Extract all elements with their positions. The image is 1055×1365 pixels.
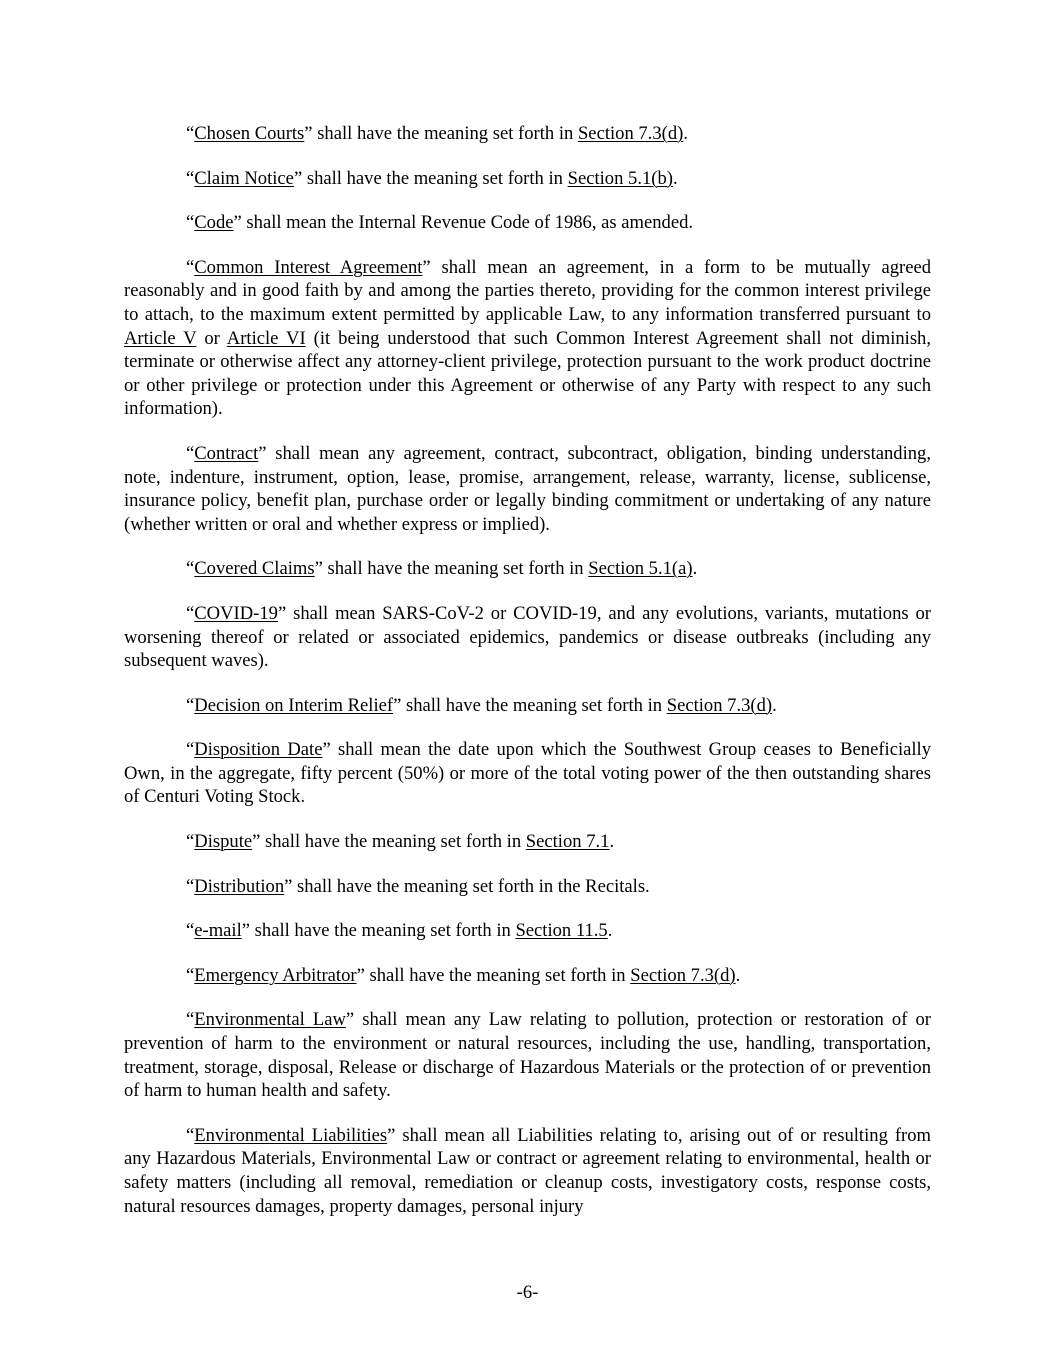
definition-text: .	[607, 920, 613, 942]
definition-paragraph	[124, 964, 931, 988]
document-body	[124, 122, 931, 1239]
defined-term: Covered Claims	[194, 558, 315, 580]
definition-text: “	[186, 831, 195, 853]
definition-paragraph	[124, 919, 931, 943]
definition-text: “	[186, 964, 195, 986]
definition-paragraph	[124, 167, 931, 191]
definition-text: ” shall have the meaning set forth in	[356, 964, 631, 986]
defined-term: Common Interest Agreement	[194, 256, 423, 278]
cross-reference: Article VI	[226, 327, 306, 349]
definition-text: .	[609, 831, 615, 853]
definition-paragraph	[124, 602, 931, 673]
defined-term: Chosen Courts	[194, 123, 305, 144]
definition-text: “	[186, 920, 195, 942]
definition-text: “	[186, 167, 195, 189]
definition-text: ” shall have the meaning set forth in the Recitals.	[284, 875, 650, 897]
definition-text: “	[186, 442, 195, 464]
definition-paragraph	[124, 211, 931, 235]
defined-term: COVID-19	[194, 602, 278, 624]
definition-text: ” shall have the meaning set forth in	[304, 123, 578, 144]
cross-reference: Section 7.3(d)	[666, 694, 773, 716]
definition-paragraph	[124, 442, 931, 536]
definition-text: ” shall have the meaning set forth in	[252, 831, 526, 853]
defined-term: Environmental Law	[194, 1009, 346, 1031]
definition-text: ” shall mean all Liabilities relating to, arising out of or resulting from any Hazardous Materials, Environmental Law or contract or agreement relating to environmental, health or safety matters (including all removal, remediation or cleanup costs, investigatory costs, response costs, natural resources damages, property damages, personal injury	[124, 1124, 931, 1217]
defined-term: Decision on Interim Relief	[194, 694, 394, 716]
defined-term: Emergency Arbitrator	[194, 964, 357, 986]
definition-text: “	[186, 1009, 195, 1031]
definition-paragraph	[124, 694, 931, 718]
definition-text: ” shall mean an agreement, in a form to be mutually agreed reasonably and in good faith by and among the parties thereto, providing for the common interest privilege to attach, to the maximum extent permitted by applicable Law, to any information transferred pursuant to	[124, 256, 931, 325]
definition-paragraph	[124, 122, 931, 146]
definition-paragraph	[124, 875, 931, 899]
defined-term: Environmental Liabilities	[194, 1124, 388, 1146]
definition-text: .	[735, 964, 741, 986]
cross-reference: Section 5.1(b)	[567, 167, 673, 189]
definition-text: ” shall mean any Law relating to pollution, protection or restoration of or prevention of harm to the environment or natural resources, including the use, handling, transportation, treatment, storage, disposal, Release or discharge of Hazardous Materials or the protection of or prevention of harm to human health and safety.	[124, 1009, 931, 1102]
defined-term: Contract	[194, 442, 259, 464]
definition-text: .	[772, 694, 777, 716]
definition-text: .	[683, 123, 688, 144]
definition-text: “	[186, 256, 195, 278]
cross-reference: Section 11.5	[515, 920, 608, 942]
defined-term: Distribution	[194, 875, 285, 897]
definition-text: “	[186, 602, 195, 624]
definition-text: ” shall mean the date upon which the Southwest Group ceases to Beneficially Own, in the aggregate, fifty percent (50%) or more of the total voting power of the then outstanding shares of Centuri Voting Stock.	[124, 739, 932, 808]
cross-reference: Section 5.1(a)	[588, 558, 693, 580]
definition-text: ” shall have the meaning set forth in	[393, 694, 667, 716]
definition-paragraph	[124, 830, 931, 854]
cross-reference: Section 7.3(d)	[630, 964, 736, 986]
definition-text: “	[186, 558, 195, 580]
definition-paragraph	[124, 1124, 931, 1218]
definition-text: ” shall have the meaning set forth in	[314, 558, 589, 580]
defined-term: Claim Notice	[194, 167, 294, 189]
defined-term: e-mail	[194, 920, 242, 942]
definition-text: “	[186, 123, 195, 144]
defined-term: Disposition Date	[194, 739, 323, 761]
page-number: -6-	[516, 1282, 539, 1303]
definition-text: “	[186, 1124, 195, 1146]
definition-text: ” shall mean any agreement, contract, subcontract, obligation, binding understanding, note, indenture, instrument, option, lease, promise, arrangement, release, warranty, license, sublicense, insurance policy, benefit plan, purchase order or legally binding commitment or undertaking of any nature (whether written or oral and whether express or implied).	[124, 442, 931, 535]
definition-text: “	[186, 875, 195, 897]
definition-paragraph	[124, 738, 931, 809]
definition-paragraph	[124, 256, 931, 421]
definition-text: .	[672, 167, 678, 189]
definition-text: ” shall mean SARS-CoV-2 or COVID-19, and any evolutions, variants, mutations or worsening thereof or related or associated epidemics, pandemics or disease outbreaks (including any subsequent waves).	[124, 602, 931, 672]
cross-reference: Section 7.1	[525, 831, 610, 853]
definition-text: “	[186, 739, 195, 761]
definition-paragraph	[124, 1008, 931, 1102]
defined-term: Code	[194, 212, 234, 234]
cross-reference: Section 7.3(d)	[577, 123, 684, 144]
definition-text: “	[186, 694, 195, 716]
definition-text: ” shall have the meaning set forth in	[293, 167, 568, 189]
definition-text: “	[186, 212, 195, 234]
defined-term: Dispute	[194, 831, 253, 853]
definition-text: (it being understood that such Common Interest Agreement shall not diminish, terminate or otherwise affect any attorney-client privilege, protection pursuant to the work product doctrine or other privilege or protection under this Agreement or otherwise of any Party with respect to any such information).	[124, 327, 931, 420]
definition-paragraph	[124, 557, 931, 581]
definition-text: ” shall mean the Internal Revenue Code of 1986, as amended.	[233, 212, 694, 234]
cross-reference: Article V	[124, 327, 197, 349]
definition-text: or	[196, 327, 227, 349]
definition-text: .	[692, 558, 698, 580]
definition-text: ” shall have the meaning set forth in	[241, 920, 516, 942]
